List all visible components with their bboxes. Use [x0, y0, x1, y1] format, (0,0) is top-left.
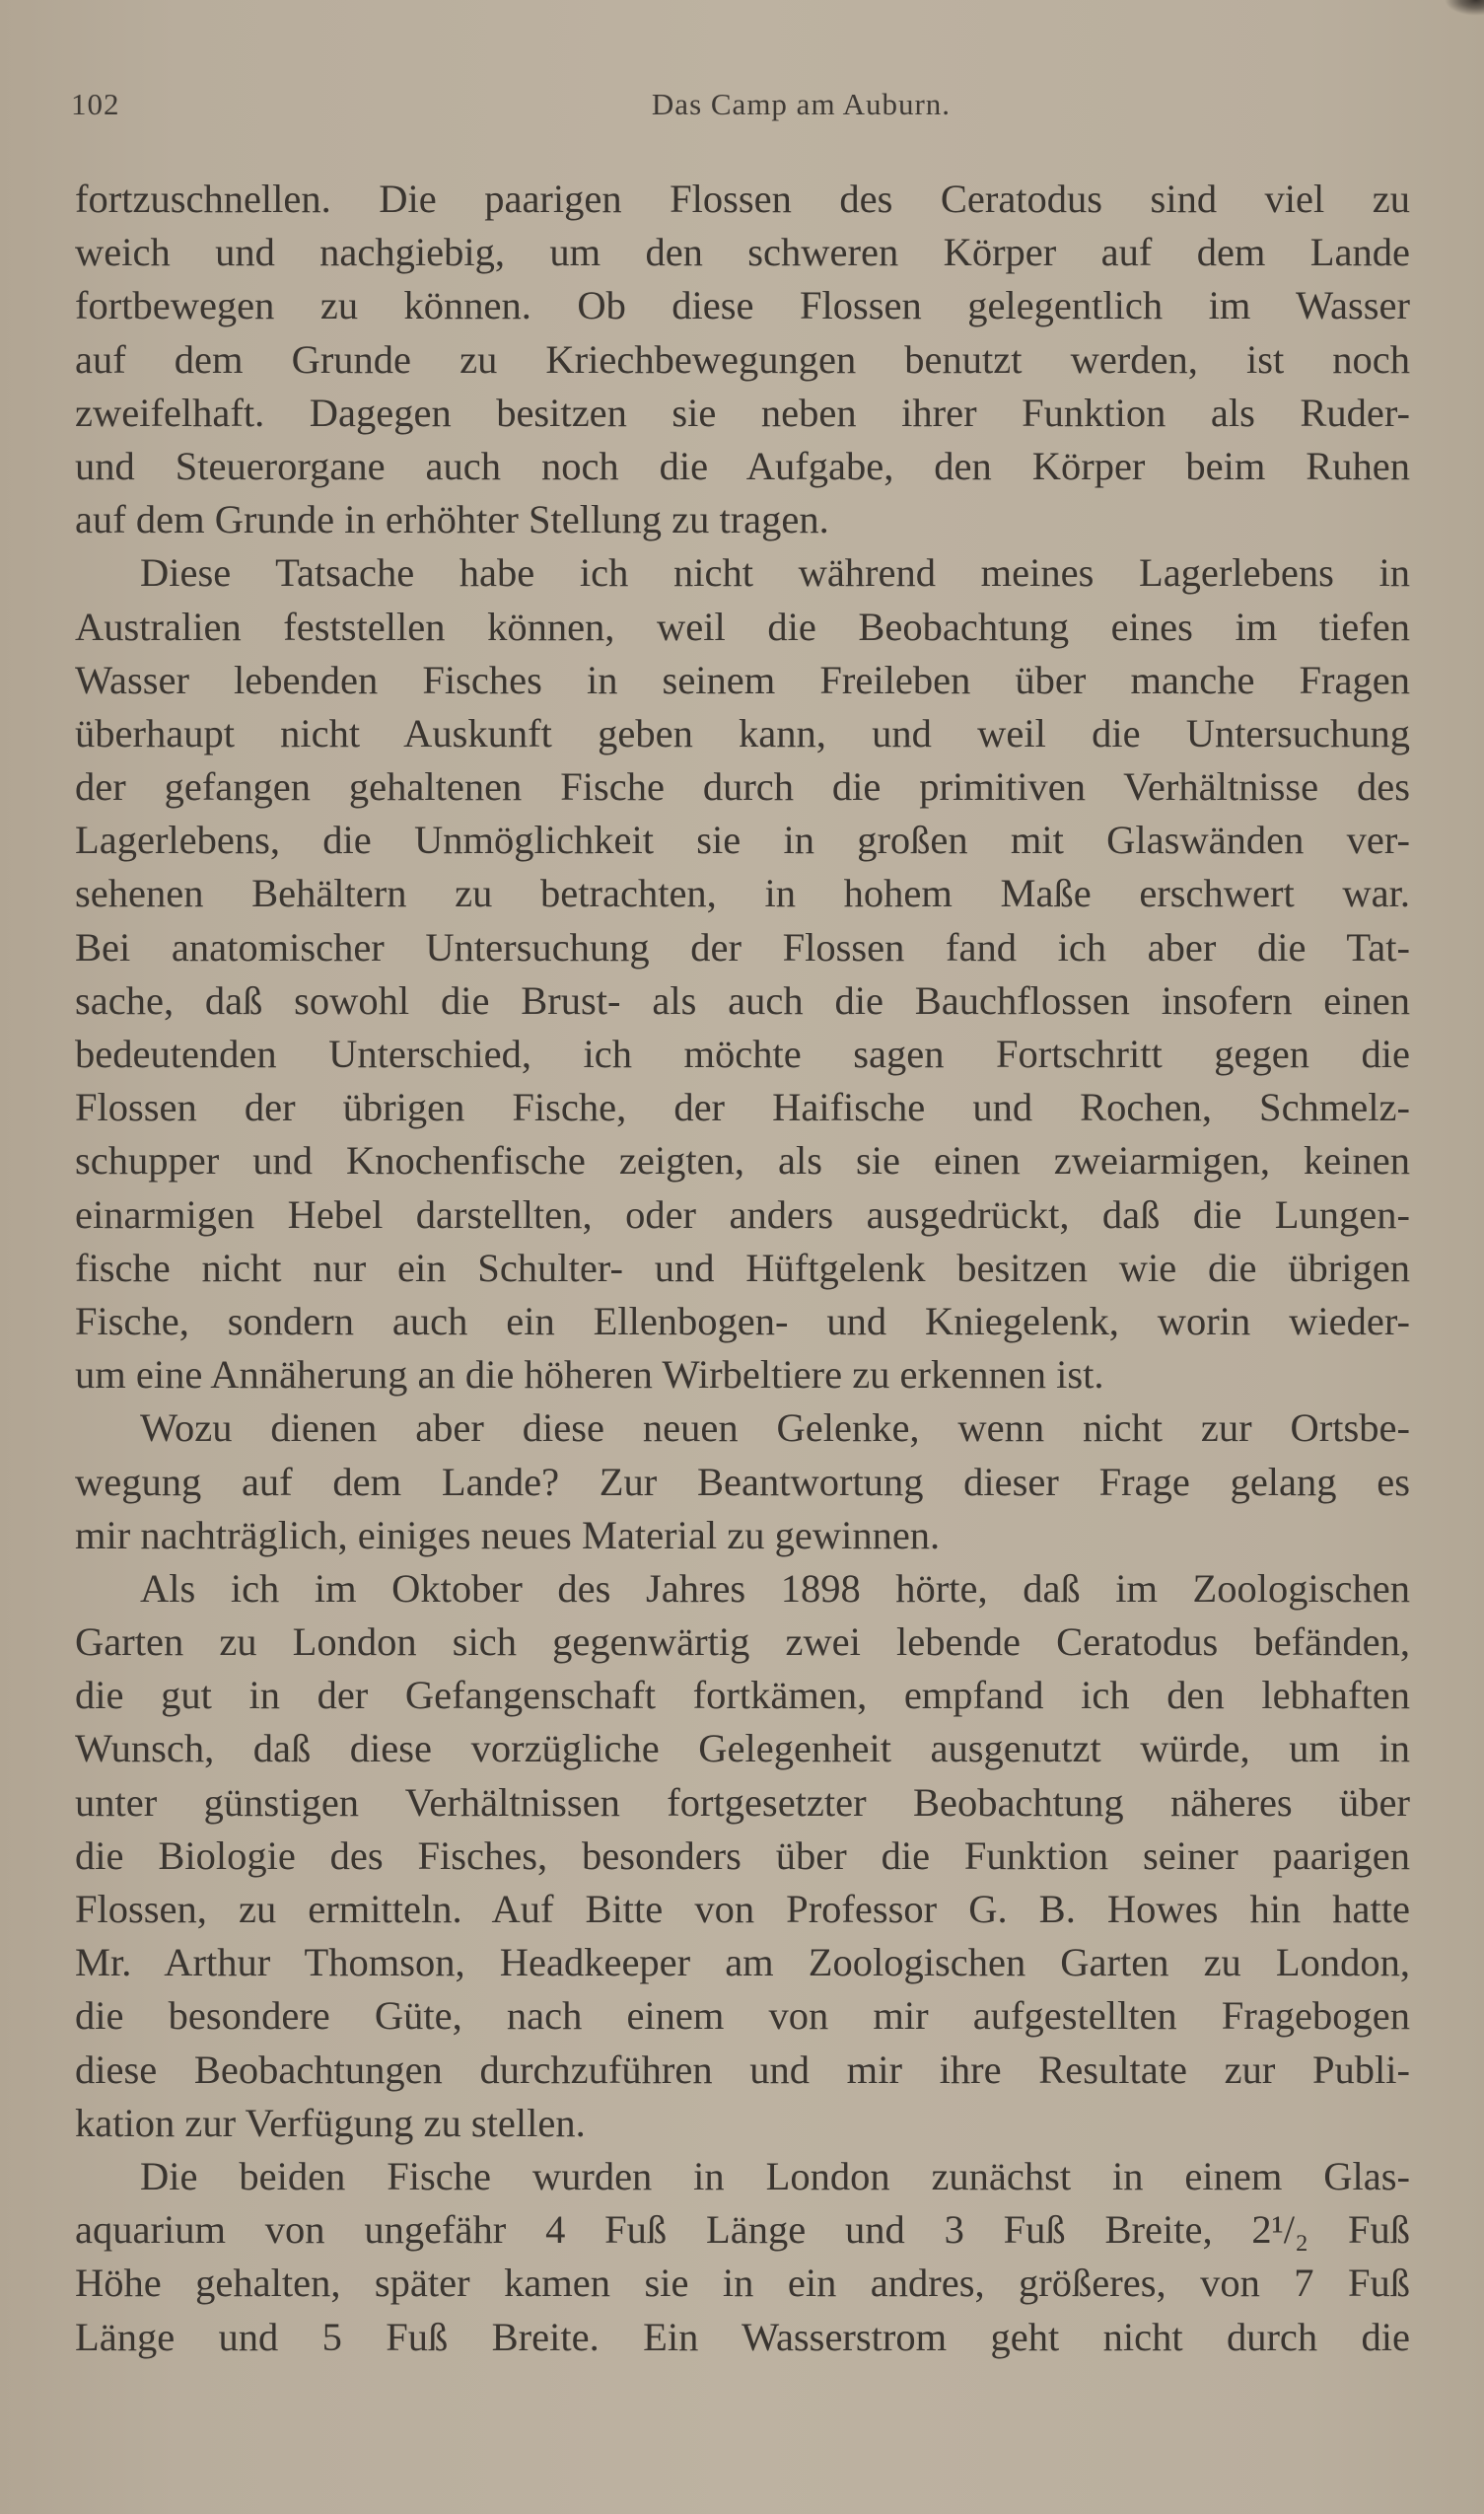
text-line: auf dem Grunde in erhöhter Stellung zu tragen.: [75, 497, 829, 542]
text-line: schupper und Knochenfische zeigten, als sie einen zweiarmigen, keinen: [75, 1138, 1410, 1184]
text-line: Fische, sondern auch ein Ellenbogen- und Kniegelenk, worin wieder-: [75, 1298, 1410, 1343]
text-line: einarmigen Hebel darstellten, oder anders ausgedrückt, daß die Lungen-: [75, 1191, 1410, 1237]
text-line: Garten zu London sich gegenwärtig zwei lebende Ceratodus befänden,: [75, 1619, 1410, 1665]
text-line: fortbewegen zu können. Ob diese Flossen gelegentlich im Wasser: [75, 283, 1410, 328]
text-line: Lagerlebens, die Unmöglichkeit sie in großen mit Glaswänden ver-: [75, 818, 1410, 863]
text-line: überhaupt nicht Auskunft geben kann, und weil die Untersuchung: [75, 710, 1410, 755]
paragraph: [75, 2150, 1410, 2364]
text-line: sache, daß sowohl die Brust- als auch die Bauchflossen insofern einen: [75, 977, 1410, 1023]
text-line: Als ich im Oktober des Jahres 1898 hörte, daß im Zoologischen: [140, 1565, 1410, 1611]
text-line: diese Beobachtungen durchzuführen und mir ihre Resultate zur Publi-: [75, 2047, 1410, 2092]
text-line: wegung auf dem Lande? Zur Beantwortung dieser Frage gelang es: [75, 1459, 1410, 1504]
text-line: Bei anatomischer Untersuchung der Flossen fand ich aber die Tat-: [75, 924, 1410, 970]
body-text: [75, 173, 1410, 2364]
text-line: Mr. Arthur Thomson, Headkeeper am Zoologischen Garten zu London,: [75, 1940, 1410, 1985]
running-header: [71, 87, 1413, 132]
text-line: weich und nachgiebig, um den schweren Körper auf dem Lande: [75, 230, 1410, 275]
running-title: Das Camp am Auburn.: [651, 87, 952, 121]
text-line: unter günstigen Verhältnissen fortgesetzter Beobachtung näheres über: [75, 1779, 1410, 1825]
text-line: die Biologie des Fisches, besonders über die Funktion seiner paarigen: [75, 1832, 1410, 1878]
text-line: Wasser lebenden Fisches in seinem Freileben über manche Fragen: [75, 657, 1410, 702]
text-line: Länge und 5 Fuß Breite. Ein Wasserstrom geht nicht durch die: [75, 2314, 1410, 2359]
text-line: die gut in der Gefangenschaft fortkämen, empfand ich den lebhaften: [75, 1673, 1410, 1718]
text-line: zweifelhaft. Dagegen besitzen sie neben ihrer Funktion als Ruder-: [75, 390, 1410, 435]
text-line: Diese Tatsache habe ich nicht während meines Lagerlebens in: [140, 550, 1410, 596]
text-line: der gefangen gehaltenen Fische durch die primitiven Verhältnisse des: [75, 764, 1410, 810]
text-line: Wozu dienen aber diese neuen Gelenke, wenn nicht zur Ortsbe-: [140, 1405, 1410, 1451]
paragraph: [75, 1562, 1410, 2150]
text-line: fische nicht nur ein Schulter- und Hüftgelenk besitzen wie die übrigen: [75, 1245, 1410, 1290]
text-line: Wunsch, daß diese vorzügliche Gelegenheit ausgenutzt würde, um in: [75, 1726, 1410, 1771]
text-line: Höhe gehalten, später kamen sie in ein andres, größeres, von 7 Fuß: [75, 2261, 1410, 2306]
text-line: und Steuerorgane auch noch die Aufgabe, den Körper beim Ruhen: [75, 443, 1410, 488]
paragraph: [75, 173, 1410, 546]
text-line: sehenen Behältern zu betrachten, in hohem Maße erschwert war.: [75, 871, 1410, 916]
text-line: auf dem Grunde zu Kriechbewegungen benutzt werden, ist noch: [75, 336, 1410, 382]
text-line: aquarium von ungefähr 4 Fuß Länge und 3 Fuß Breite, 2¹/₂ Fuß: [75, 2207, 1410, 2253]
page-number: 102: [71, 87, 120, 121]
page-corner-blemish: [1445, 0, 1484, 16]
paragraph: [75, 546, 1410, 1401]
text-line: kation zur Verfügung zu stellen.: [75, 2100, 586, 2145]
text-line: bedeutenden Unterschied, ich möchte sagen Fortschritt gegen die: [75, 1032, 1410, 1076]
text-line: Die beiden Fische wurden in London zunächst in einem Glas-: [140, 2153, 1410, 2198]
text-line: Flossen der übrigen Fische, der Haifische und Rochen, Schmelz-: [75, 1085, 1410, 1130]
text-line: Flossen, zu ermitteln. Auf Bitte von Professor G. B. Howes hin hatte: [75, 1887, 1410, 1931]
paragraph: [75, 1401, 1410, 1562]
text-line: Australien feststellen können, weil die Beobachtung eines im tiefen: [75, 604, 1410, 649]
text-line: die besondere Güte, nach einem von mir aufgestellten Fragebogen: [75, 1993, 1410, 2039]
text-line: um eine Annäherung an die höheren Wirbeltiere zu erkennen ist.: [75, 1352, 1104, 1398]
text-line: mir nachträglich, einiges neues Material zu gewinnen.: [75, 1512, 941, 1557]
text-line: fortzuschnellen. Die paarigen Flossen des Ceratodus sind viel zu: [75, 177, 1410, 221]
